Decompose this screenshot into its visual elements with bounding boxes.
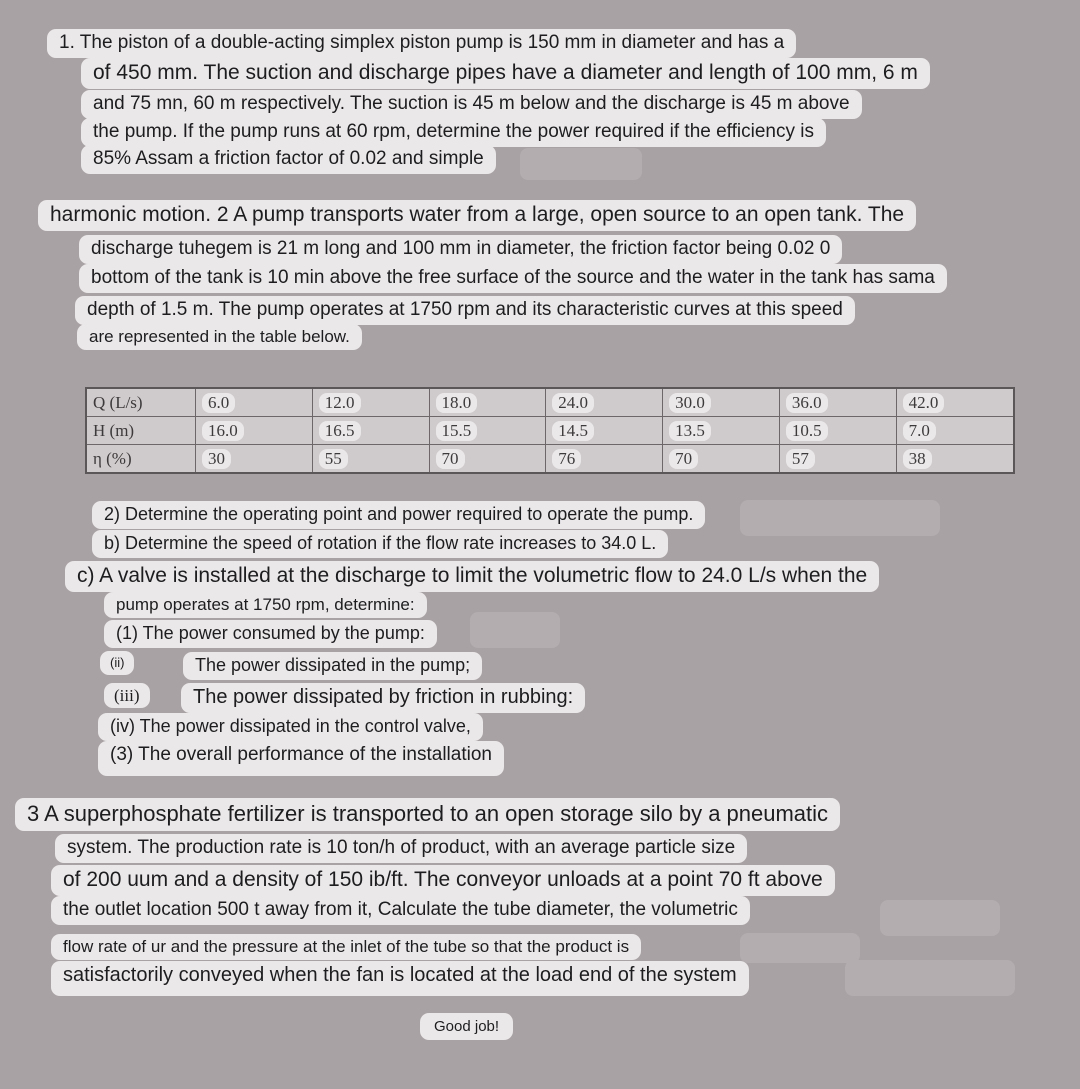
problem2-line: bottom of the tank is 10 min above the free surface of the source and the water in the tank has sama bbox=[79, 264, 947, 293]
table-cell: 14.5 bbox=[546, 417, 663, 445]
row-label: H (m) bbox=[86, 417, 196, 445]
table-row bbox=[86, 445, 1014, 474]
sub-item-text: The power dissipated by friction in rubbing: bbox=[181, 683, 585, 713]
problem3-line: system. The production rate is 10 ton/h of product, with an average particle size bbox=[55, 834, 747, 863]
problem3-line: the outlet location 500 t away from it, Calculate the tube diameter, the volumetric bbox=[51, 896, 750, 925]
table-cell: 16.5 bbox=[312, 417, 429, 445]
table-cell: 70 bbox=[429, 445, 546, 474]
table-cell: 12.0 bbox=[312, 388, 429, 417]
table-cell: 70 bbox=[663, 445, 780, 474]
table-cell: 10.5 bbox=[779, 417, 896, 445]
overlay-shadow bbox=[740, 500, 940, 536]
overlay-shadow bbox=[470, 612, 560, 648]
problem1-line: of 450 mm. The suction and discharge pipes have a diameter and length of 100 mm, 6 m bbox=[81, 58, 930, 89]
overlay-shadow bbox=[880, 900, 1000, 936]
question-line: (3) The overall performance of the installation bbox=[98, 741, 504, 776]
table-cell: 55 bbox=[312, 445, 429, 474]
table-cell: 6.0 bbox=[196, 388, 313, 417]
table-cell: 36.0 bbox=[779, 388, 896, 417]
overlay-shadow bbox=[520, 148, 642, 180]
problem3-line: flow rate of ur and the pressure at the inlet of the tube so that the product is bbox=[51, 934, 641, 960]
table-cell: 7.0 bbox=[896, 417, 1014, 445]
row-label: Q (L/s) bbox=[86, 388, 196, 417]
table-cell: 57 bbox=[779, 445, 896, 474]
table-cell: 30.0 bbox=[663, 388, 780, 417]
overlay-shadow bbox=[740, 933, 860, 963]
problem3-line: satisfactorily conveyed when the fan is located at the load end of the system bbox=[51, 961, 749, 996]
toast-message: Good job! bbox=[420, 1013, 513, 1040]
table-cell: 42.0 bbox=[896, 388, 1014, 417]
row-label: η (%) bbox=[86, 445, 196, 474]
table-cell: 16.0 bbox=[196, 417, 313, 445]
table-cell: 13.5 bbox=[663, 417, 780, 445]
question-line: b) Determine the speed of rotation if the flow rate increases to 34.0 L. bbox=[92, 530, 668, 558]
table-cell: 30 bbox=[196, 445, 313, 474]
table-cell: 15.5 bbox=[429, 417, 546, 445]
problem2-line: are represented in the table below. bbox=[77, 324, 362, 350]
problem3-line: 3 A superphosphate fertilizer is transported to an open storage silo by a pneumatic bbox=[15, 798, 840, 831]
problem1-line: the pump. If the pump runs at 60 rpm, determine the power required if the efficiency is bbox=[81, 118, 826, 147]
table-cell: 18.0 bbox=[429, 388, 546, 417]
table-cell: 38 bbox=[896, 445, 1014, 474]
problem3-line: of 200 uum and a density of 150 ib/ft. The conveyor unloads at a point 70 ft above bbox=[51, 865, 835, 896]
question-line: (1) The power consumed by the pump: bbox=[104, 620, 437, 648]
sub-item-number: (ii) bbox=[100, 651, 134, 675]
problem2-line: harmonic motion. 2 A pump transports water from a large, open source to an open tank. The bbox=[38, 200, 916, 231]
sub-item-number: (iii) bbox=[104, 683, 150, 708]
question-line: c) A valve is installed at the discharge to limit the volumetric flow to 24.0 L/s when the bbox=[65, 561, 879, 592]
table-cell: 24.0 bbox=[546, 388, 663, 417]
problem1-line: 85% Assam a friction factor of 0.02 and simple bbox=[81, 145, 496, 174]
problem1-line: and 75 mn, 60 m respectively. The suction is 45 m below and the discharge is 45 m above bbox=[81, 90, 862, 119]
problem2-line: discharge tuhegem is 21 m long and 100 mm in diameter, the friction factor being 0.02 0 bbox=[79, 235, 842, 264]
table-cell: 76 bbox=[546, 445, 663, 474]
question-line: 2) Determine the operating point and power required to operate the pump. bbox=[92, 501, 705, 529]
problem1-line: 1. The piston of a double-acting simplex piston pump is 150 mm in diameter and has a bbox=[47, 29, 796, 58]
sub-item-text: The power dissipated in the pump; bbox=[183, 652, 482, 680]
table-row bbox=[86, 417, 1014, 445]
problem2-line: depth of 1.5 m. The pump operates at 1750 rpm and its characteristic curves at this speed bbox=[75, 296, 855, 325]
question-line: pump operates at 1750 rpm, determine: bbox=[104, 592, 427, 618]
pump-characteristics-table bbox=[85, 387, 1015, 474]
table-row bbox=[86, 388, 1014, 417]
question-line: (iv) The power dissipated in the control valve, bbox=[98, 713, 483, 741]
overlay-shadow bbox=[845, 960, 1015, 996]
